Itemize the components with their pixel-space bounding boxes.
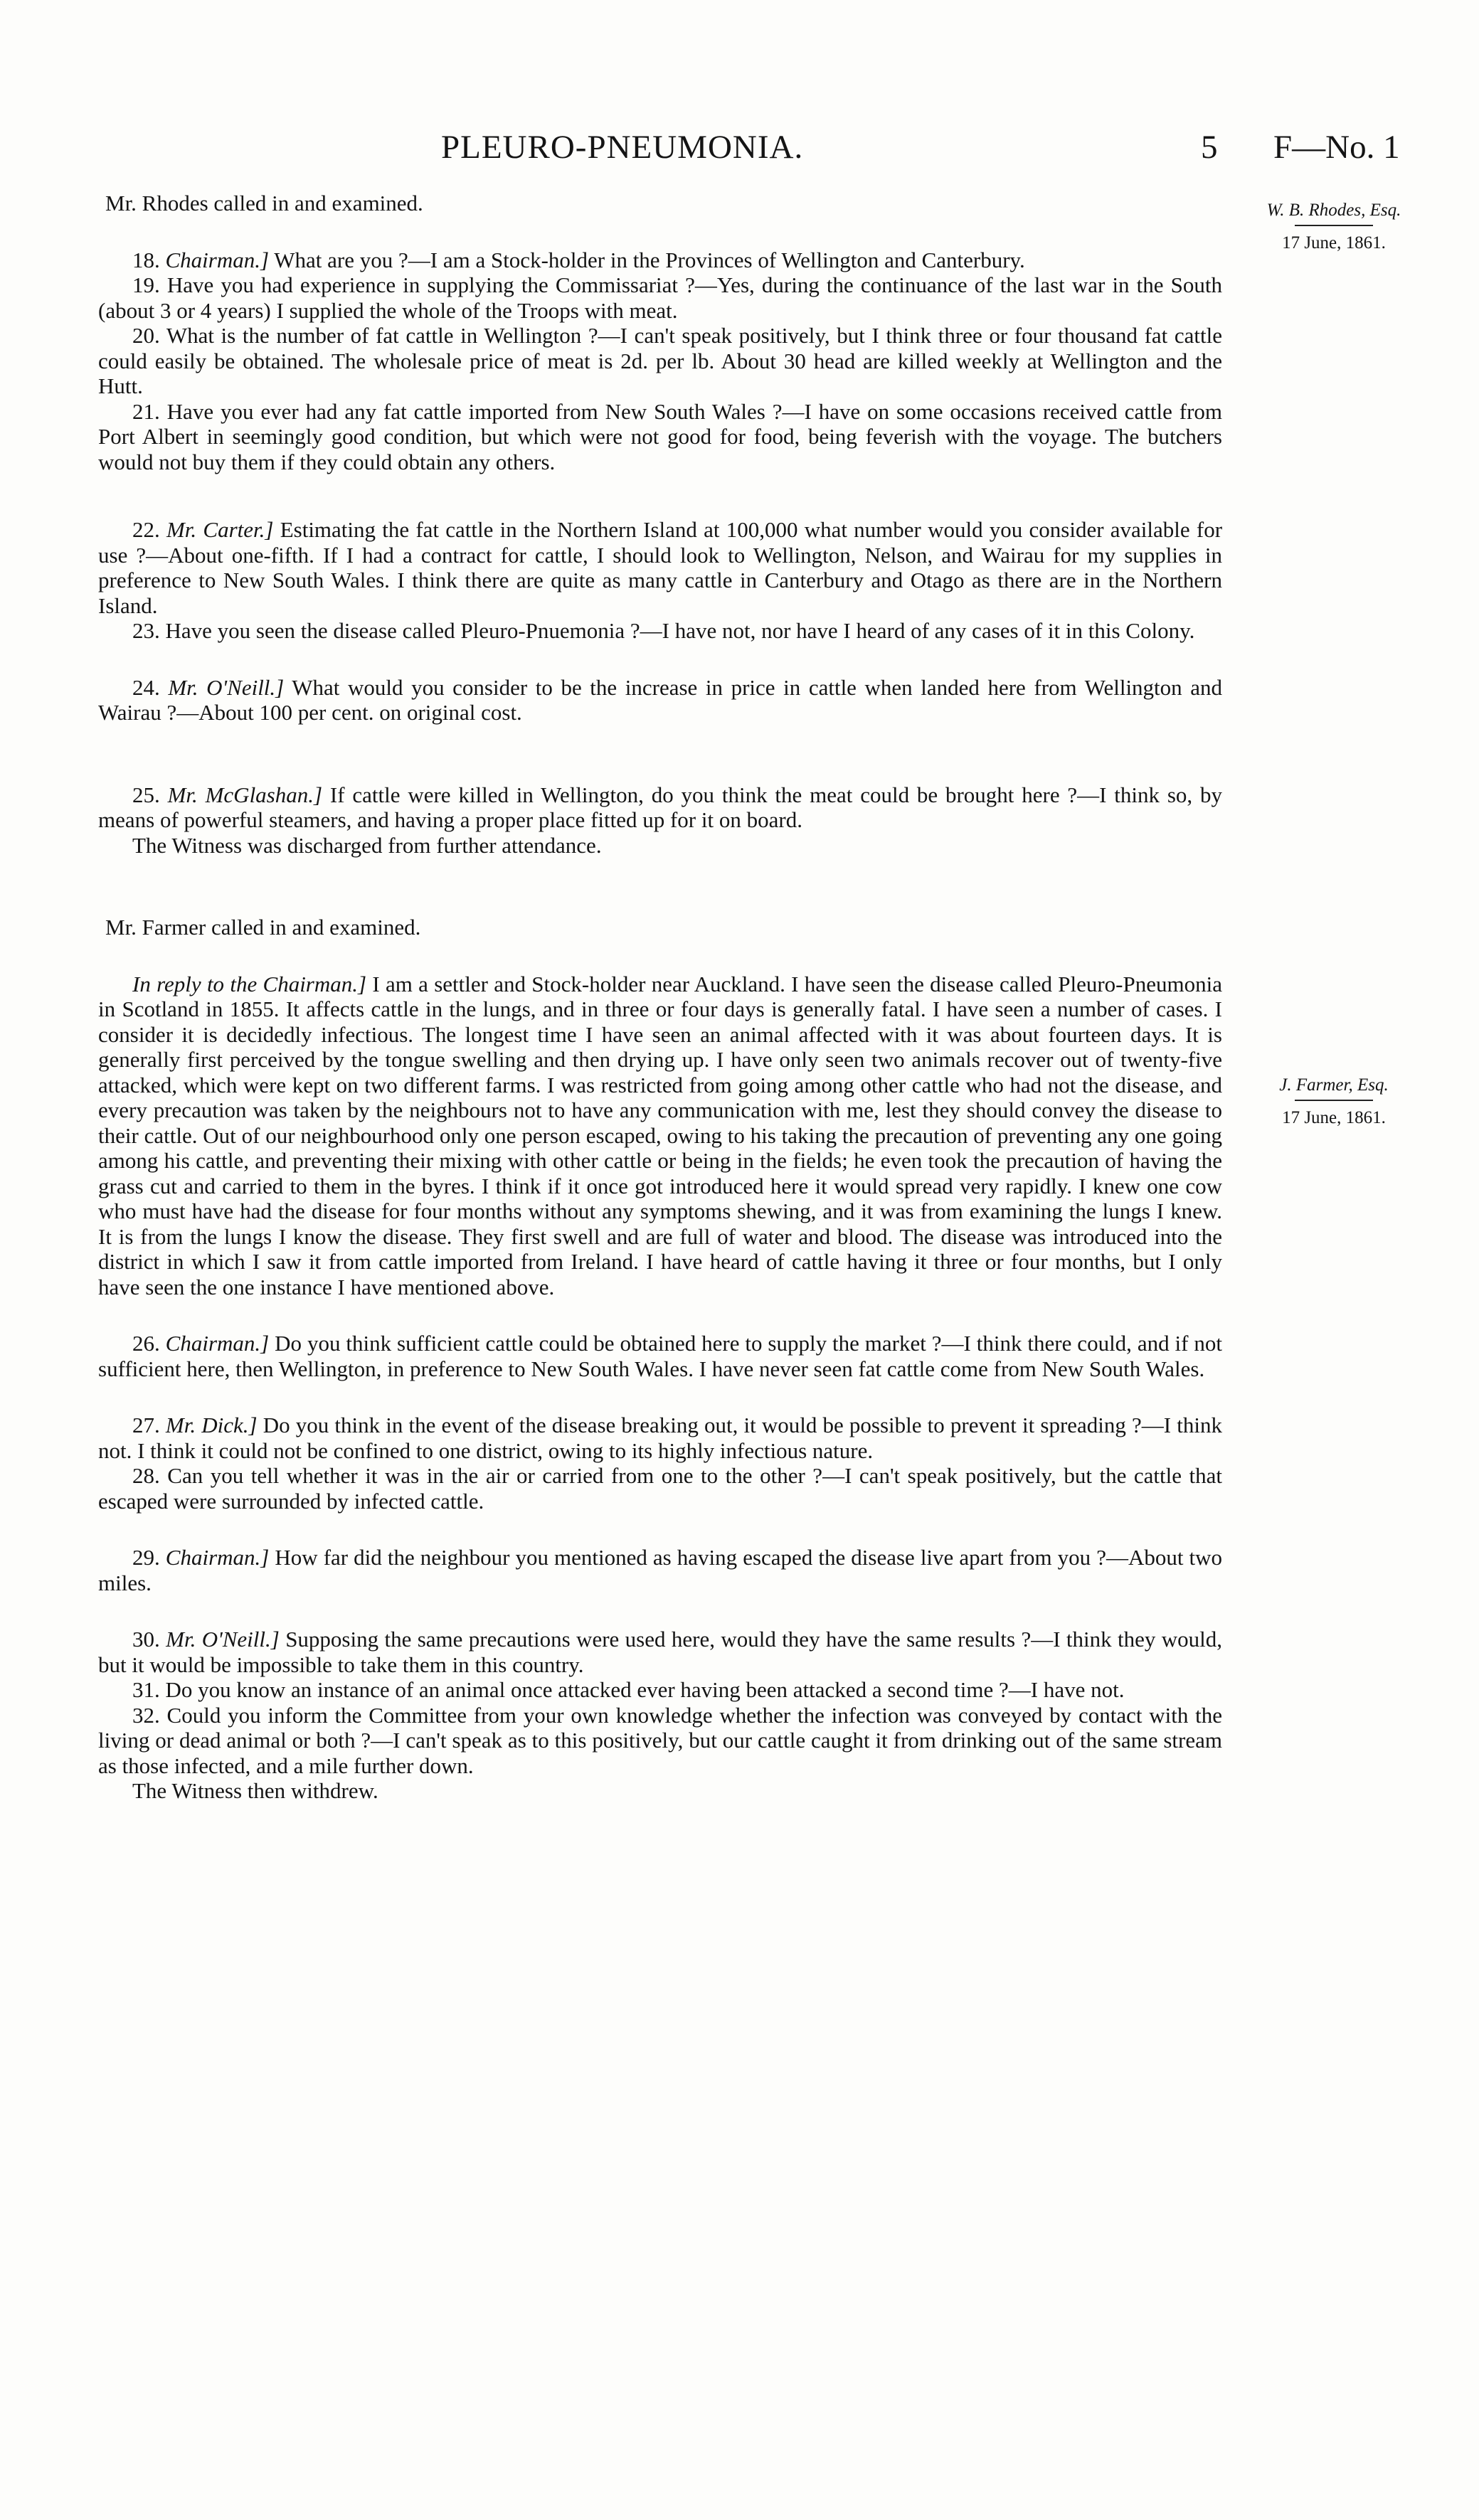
question-26: 26. Chairman.] Do you think sufficient cattle could be obtained here to supply the market ?—I think there could, and if not sufficient here, then Wellington, in preference to New South Wales. I have never seen fat cattle come from New South Wales. bbox=[98, 1331, 1222, 1381]
question-29: 29. Chairman.] How far did the neighbour you mentioned as having escaped the disease live apart from you ?—About two miles. bbox=[98, 1545, 1222, 1595]
witness-discharged: The Witness was discharged from further attendance. bbox=[132, 832, 602, 858]
margin-note-farmer bbox=[1249, 1075, 1419, 1128]
question-28: 28. Can you tell whether it was in the air or carried from one to the other ?—I can't speak positively, but the cattle that escaped were surrounded by infected cattle. bbox=[98, 1463, 1222, 1514]
document-body bbox=[98, 191, 1222, 1804]
margin-date: 17 June, 1861. bbox=[1282, 233, 1386, 252]
question-23: 23. Have you seen the disease called Pleuro-Pnuemonia ?—I have not, nor have I heard of any cases of it in this Colony. bbox=[132, 618, 1195, 643]
question-25: 25. Mr. McGlashan.] If cattle were killed in Wellington, do you think the meat could be brought here ?—I think so, by means of powerful steamers, and having a proper place fitted up for it on board. bbox=[98, 782, 1222, 832]
question-18: 18. Chairman.] What are you ?—I am a Stock-holder in the Provinces of Wellington and Canterbury. bbox=[132, 247, 1025, 272]
question-31: 31. Do you know an instance of an animal once attacked ever having been attacked a second time ?—I have not. bbox=[132, 1677, 1125, 1702]
question-20: 20. What is the number of fat cattle in Wellington ?—I can't speak positively, but I think three or four thousand fat cattle could easily be obtained. The wholesale price of meat is 2d. per lb. About 30 head are killed weekly at Wellington and the Hutt. bbox=[98, 323, 1222, 398]
witness-called-farmer: Mr. Farmer called in and examined. bbox=[105, 915, 421, 940]
question-19: 19. Have you had experience in supplying the Commissariat ?—Yes, during the continuance of the last war in the South (about 3 or 4 years) I supplied the whole of the Troops with meat. bbox=[98, 272, 1223, 323]
witness-called-rhodes: Mr. Rhodes called in and examined. bbox=[105, 191, 423, 216]
page-title: PLEURO-PNEUMONIA. bbox=[441, 129, 804, 166]
witness-withdrew: The Witness then withdrew. bbox=[132, 1778, 378, 1803]
paper-reference: F—No. 1 bbox=[1273, 129, 1400, 166]
margin-date: 17 June, 1861. bbox=[1282, 1108, 1386, 1127]
page-header bbox=[0, 128, 1479, 171]
question-27: 27. Mr. Dick.] Do you think in the event of the disease breaking out, it would be possible to prevent it spreading ?—I think not. I think it could not be confined to one district, owing to its highly infectious nature. bbox=[98, 1413, 1222, 1463]
margin-witness-name: J. Farmer, Esq. bbox=[1279, 1075, 1389, 1095]
question-22: 22. Mr. Carter.] Estimating the fat cattle in the Northern Island at 100,000 what number would you consider available for use ?—About one-fifth. If I had a contract for cattle, I should look to Wellington, Nelson, and Wairau for my supplies in preference to New South Wales. I think there are quite as many cattle in Canterbury and Otago as there are in the Northern Island. bbox=[98, 517, 1223, 618]
margin-rule bbox=[1295, 225, 1373, 226]
farmer-reply: In reply to the Chairman.] I am a settler and Stock-holder near Auckland. I have seen the disease called Pleuro-Pneumonia in Scotland in 1855. It affects cattle in the lungs, and in three or four days is generally fatal. I have seen a number of cases. I consider it is decidedly infectious. The longest time I have seen an animal affected with it was about fourteen days. It is generally first perceived by the tongue swelling and then drying up. I have only seen two animals recover out of twenty-five attacked, which were kept on two different farms. I was restricted from going among other cattle who had not the disease, and every precaution was taken by the neighbours not to have any communication with me, lest they should convey the disease to their cattle. Out of our neighbourhood only one person escaped, owing to his taking the precaution of preventing any one going among his cattle, and preventing their mixing with other cattle or being in the fields; he even took the precaution of having the grass cut and carried to them in the byres. I think if it once got introduced here it would spread very rapidly. I knew one cow who must have had the disease for four months without any symptoms shewing, and it was from examining the lungs I knew. It is from the lungs I know the disease. They first swell and are full of water and blood. The disease was introduced into the district in which I saw it from cattle imported from Ireland. I have heard of cattle having it three or four months, but I only have seen the one instance I have mentioned above. bbox=[98, 971, 1222, 1299]
question-30: 30. Mr. O'Neill.] Supposing the same precautions were used here, would they have the same results ?—I think they would, but it would be impossible to take them in this country. bbox=[98, 1627, 1223, 1677]
question-21: 21. Have you ever had any fat cattle imported from New South Wales ?—I have on some occasions received cattle from Port Albert in seemingly good condition, but which were not good for food, being feverish with the voyage. The butchers would not buy them if they could obtain any others. bbox=[98, 398, 1223, 474]
margin-rule bbox=[1295, 1100, 1373, 1101]
question-24: 24. Mr. O'Neill.] What would you consider to be the increase in price in cattle when landed here from Wellington and Wairau ?—About 100 per cent. on original cost. bbox=[98, 674, 1223, 725]
margin-note-rhodes bbox=[1249, 201, 1419, 253]
question-32: 32. Could you inform the Committee from your own knowledge whether the infection was conveyed by contact with the living or dead animal or both ?—I can't speak as to this positively, but our cattle caught it from drinking out of the same stream as those infected, and a mile further down. bbox=[98, 1702, 1223, 1778]
page-number: 5 bbox=[1201, 129, 1218, 166]
margin-witness-name: W. B. Rhodes, Esq. bbox=[1266, 201, 1401, 220]
